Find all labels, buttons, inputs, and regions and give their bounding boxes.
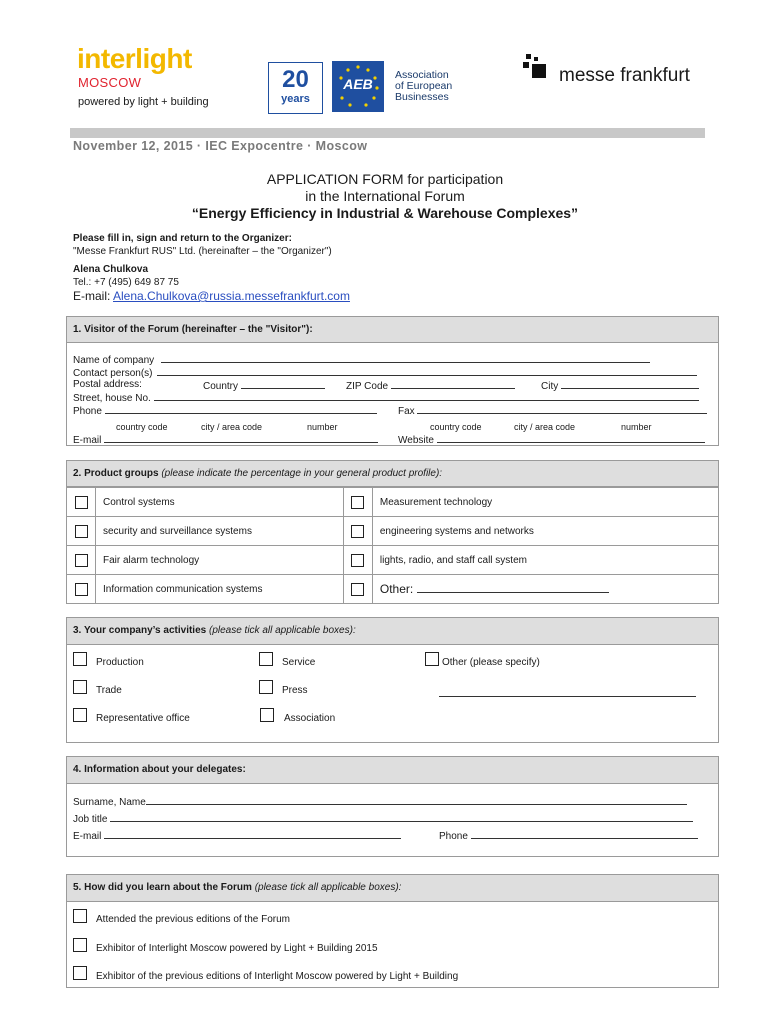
checkbox[interactable] (351, 525, 364, 538)
phone-country-code-hint: country code (116, 422, 168, 432)
checkbox[interactable] (75, 554, 88, 567)
exhibitor-previous-label: Exhibitor of the previous editions of Interlight Moscow powered by Light + Building (96, 971, 459, 982)
section2-header (66, 460, 719, 487)
checkbox-cell (67, 546, 96, 575)
table-row (67, 517, 719, 546)
phone-label: Phone (73, 406, 102, 417)
checkbox-cell (343, 575, 372, 604)
aeb-name (395, 70, 452, 103)
section2-note: (please indicate the percentage in your general product profile): (161, 468, 443, 479)
contact-email-row (73, 289, 350, 303)
section3-note: (please tick all applicable boxes): (208, 625, 356, 636)
delegate-phone-label: Phone (439, 831, 468, 842)
checkbox-cell (343, 517, 372, 546)
website-label: Website (398, 435, 434, 446)
section3-header (66, 617, 719, 645)
interlight-tagline: powered by light + building (78, 96, 209, 108)
fax-label: Fax (398, 406, 415, 417)
delegate-email-row (73, 829, 401, 842)
surname-label: Surname, Name (73, 797, 146, 808)
table-row (67, 575, 719, 604)
aeb-name-line: Businesses (395, 91, 449, 103)
delegate-email-label: E-mail (73, 831, 102, 842)
section1-header: 1. Visitor of the Forum (hereinafter – the "Visitor"): (66, 316, 719, 343)
rep-office-label: Representative office (96, 713, 190, 724)
checkbox[interactable] (75, 583, 88, 596)
checkbox[interactable] (351, 583, 364, 596)
city-field[interactable] (561, 379, 699, 389)
street-label: Street, house No. (73, 393, 151, 404)
checkbox[interactable] (75, 496, 88, 509)
production-checkbox[interactable] (73, 652, 87, 666)
street-row (73, 391, 699, 404)
postal-label: Postal address: (73, 379, 142, 390)
surname-row (73, 795, 687, 808)
checkbox-cell (343, 488, 372, 517)
other-product-field[interactable] (417, 582, 609, 593)
website-field[interactable] (437, 433, 705, 443)
postal-row (73, 379, 142, 390)
event-dateline: November 12, 2015 · IEC Expocentre · Moscow (73, 139, 368, 153)
instruction-text: Please fill in, sign and return to the Organizer: (73, 233, 292, 244)
service-checkbox[interactable] (259, 652, 273, 666)
checkbox-cell (67, 517, 96, 546)
job-title-label: Job title (73, 814, 108, 825)
product-groups-table (66, 487, 719, 604)
header-divider-bar (70, 128, 705, 138)
service-label: Service (282, 657, 316, 668)
checkbox[interactable] (75, 525, 88, 538)
zip-label: ZIP Code (346, 381, 389, 392)
country-field[interactable] (241, 379, 325, 389)
checkbox-cell (67, 575, 96, 604)
phone-city-code-hint: city / area code (201, 422, 263, 432)
email-row (73, 433, 378, 446)
press-label: Press (282, 685, 308, 696)
years-number: 20 (282, 66, 309, 93)
table-row (67, 488, 719, 517)
checkbox[interactable] (351, 496, 364, 509)
section2-title: 2. Product groups (73, 468, 159, 479)
fax-number-hint: number (621, 422, 652, 432)
product-label: Control systems (96, 488, 344, 517)
company-field[interactable] (161, 353, 650, 363)
exhibitor-2015-checkbox[interactable] (73, 938, 87, 952)
website-row (398, 433, 705, 446)
contact-row (73, 366, 697, 379)
production-label: Production (96, 657, 144, 668)
phone-field[interactable] (105, 404, 377, 414)
product-label: Fair alarm technology (96, 546, 344, 575)
form-title-line3: “Energy Efficiency in Industrial & Warehouse Complexes” (191, 205, 579, 221)
section4-header: 4. Information about your delegates: (66, 756, 719, 784)
checkbox[interactable] (351, 554, 364, 567)
product-label: security and surveillance systems (96, 517, 344, 546)
other-product-cell (372, 575, 718, 604)
section5-title: 5. How did you learn about the Forum (73, 882, 252, 893)
form-title-line1: APPLICATION FORM for participation (266, 171, 504, 187)
years-text: years (281, 93, 310, 105)
exhibitor-previous-checkbox[interactable] (73, 966, 87, 980)
interlight-logo: interlight (77, 43, 192, 74)
country-label: Country (203, 381, 239, 392)
other-activity-checkbox[interactable] (425, 652, 439, 666)
attended-previous-checkbox[interactable] (73, 909, 87, 923)
phone-row (73, 404, 377, 417)
zip-field[interactable] (391, 379, 515, 389)
company-row (73, 353, 650, 366)
product-label: Measurement technology (372, 488, 718, 517)
trade-checkbox[interactable] (73, 680, 87, 694)
section5-header (66, 874, 719, 902)
aeb-name-line: Association (395, 69, 449, 81)
company-label: Name of company (73, 355, 155, 366)
aeb-abbr: AEB (343, 76, 373, 92)
aeb-name-line: of European (395, 80, 453, 92)
table-row (67, 546, 719, 575)
product-label: Information communication systems (96, 575, 344, 604)
fax-field[interactable] (417, 404, 707, 414)
job-title-field[interactable] (110, 812, 693, 822)
email-field[interactable] (104, 433, 378, 443)
delegate-phone-field[interactable] (471, 829, 698, 839)
messe-frankfurt-icon (523, 53, 553, 85)
messe-frankfurt-logo: messe frankfurt (559, 65, 690, 86)
press-checkbox[interactable] (259, 680, 273, 694)
contact-name: Alena Chulkova (73, 264, 149, 275)
exhibitor-2015-label: Exhibitor of Interlight Moscow powered by Light + Building 2015 (96, 943, 378, 954)
interlight-city: MOSCOW (78, 75, 142, 90)
attended-previous-label: Attended the previous editions of the Forum (96, 914, 291, 925)
organizer-text: "Messe Frankfurt RUS" Ltd. (hereinafter – the "Organizer") (73, 246, 332, 257)
product-label: engineering systems and networks (372, 517, 718, 546)
email-label: E-mail (73, 435, 102, 446)
job-title-row (73, 812, 693, 825)
section3-title: 3. Your company’s activities (73, 625, 207, 636)
form-title-line2: in the International Forum (305, 188, 465, 204)
contact-field[interactable] (157, 366, 697, 376)
contact-tel: Tel.: +7 (495) 649 87 75 (73, 277, 179, 288)
association-label: Association (284, 713, 336, 724)
section5-note: (please tick all applicable boxes): (254, 882, 402, 893)
aeb-logo (332, 61, 384, 112)
other-activity-label: Other (please specify) (442, 657, 540, 668)
other-product-label: Other: (379, 582, 417, 596)
surname-field[interactable] (146, 795, 687, 805)
organizer-email-link[interactable]: Alena.Chulkova@russia.messefrankfurt.com (113, 289, 350, 303)
fax-city-code-hint: city / area code (514, 422, 576, 432)
fax-row (398, 404, 707, 417)
delegate-phone-row (439, 829, 698, 842)
city-label: City (541, 381, 559, 392)
checkbox-cell (343, 546, 372, 575)
phone-number-hint: number (307, 422, 338, 432)
email-label: E-mail: (73, 289, 114, 303)
other-activity-field[interactable] (439, 687, 696, 697)
20-years-logo (268, 62, 323, 114)
trade-label: Trade (96, 685, 122, 696)
product-label: lights, radio, and staff call system (372, 546, 718, 575)
delegate-email-field[interactable] (104, 829, 401, 839)
checkbox-cell (67, 488, 96, 517)
street-field[interactable] (154, 391, 699, 401)
contact-label: Contact person(s) (73, 368, 153, 379)
association-checkbox[interactable] (260, 708, 274, 722)
fax-country-code-hint: country code (430, 422, 482, 432)
rep-office-checkbox[interactable] (73, 708, 87, 722)
